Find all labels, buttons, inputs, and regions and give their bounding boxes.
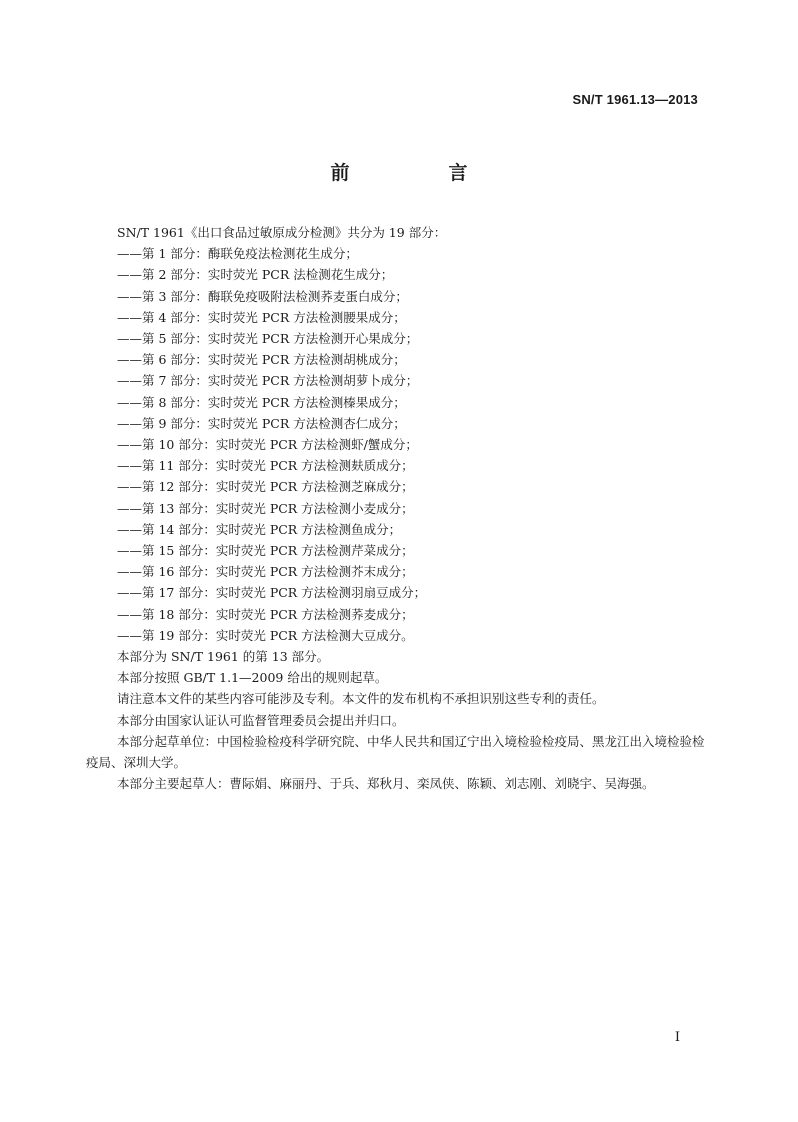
list-item: ——第 4 部分：实时荧光 PCR 方法检测腰果成分；	[117, 309, 406, 325]
page-number: I	[674, 1030, 680, 1045]
list-item: ——第 6 部分：实时荧光 PCR 方法检测胡桃成分；	[117, 352, 406, 368]
list-item: ——第 7 部分：实时荧光 PCR 方法检测胡萝卜成分；	[117, 373, 419, 389]
list-item: ——第 19 部分：实时荧光 PCR 方法检测大豆成分。	[117, 627, 414, 643]
drafters-paragraph: 本部分主要起草人：曹际娟、麻丽丹、于兵、郑秋月、栾凤侠、陈颖、刘志刚、刘晓宇、吴海强。	[117, 776, 655, 792]
list-item: ——第 8 部分：实时荧光 PCR 方法检测榛果成分；	[117, 394, 406, 410]
list-item: ——第 11 部分：实时荧光 PCR 方法检测麸质成分；	[117, 458, 414, 474]
list-item: ——第 18 部分：实时荧光 PCR 方法检测荞麦成分；	[117, 606, 414, 622]
list-item: ——第 3 部分：酶联免疫吸附法检测荞麦蛋白成分；	[117, 288, 408, 304]
list-item: ——第 14 部分：实时荧光 PCR 方法检测鱼成分；	[117, 521, 402, 537]
list-item: ——第 9 部分：实时荧光 PCR 方法检测杏仁成分；	[117, 415, 406, 431]
part-of-paragraph: 本部分为 SN/T 1961 的第 13 部分。	[117, 649, 330, 665]
list-item: ——第 1 部分：酶联免疫法检测花生成分；	[117, 246, 358, 262]
foreword-body	[86, 222, 716, 794]
list-item: ——第 12 部分：实时荧光 PCR 方法检测芝麻成分；	[117, 479, 414, 495]
list-item: ——第 2 部分：实时荧光 PCR 法检测花生成分；	[117, 267, 394, 283]
list-item: ——第 10 部分：实时荧光 PCR 方法检测虾/蟹成分；	[117, 437, 418, 453]
drafting-rules-paragraph: 本部分按照 GB/T 1.1—2009 给出的规则起草。	[117, 670, 388, 686]
list-item: ——第 17 部分：实时荧光 PCR 方法检测羽扇豆成分；	[117, 585, 427, 601]
list-item: ——第 16 部分：实时荧光 PCR 方法检测芥末成分；	[117, 564, 414, 580]
proposer-paragraph: 本部分由国家认证认可监督管理委员会提出并归口。	[117, 712, 405, 728]
drafting-units-paragraph: 本部分起草单位：中国检验检疫科学研究院、中华人民共和国辽宁出入境检验检疫局、黑龙江出入境检验检疫局、深圳大学。	[86, 733, 705, 771]
list-item: ——第 13 部分：实时荧光 PCR 方法检测小麦成分；	[117, 500, 414, 516]
standard-code: SN/T 1961.13—2013	[572, 92, 698, 107]
list-item: ——第 5 部分：实时荧光 PCR 方法检测开心果成分；	[117, 331, 419, 347]
patent-notice-paragraph: 请注意本文件的某些内容可能涉及专利。本文件的发布机构不承担识别这些专利的责任。	[117, 691, 605, 707]
intro-paragraph: SN/T 1961《出口食品过敏原成分检测》共分为 19 部分：	[117, 225, 447, 240]
parts-list	[86, 243, 716, 646]
page-title: 前 言	[330, 162, 508, 184]
list-item: ——第 15 部分：实时荧光 PCR 方法检测芹菜成分；	[117, 543, 414, 559]
